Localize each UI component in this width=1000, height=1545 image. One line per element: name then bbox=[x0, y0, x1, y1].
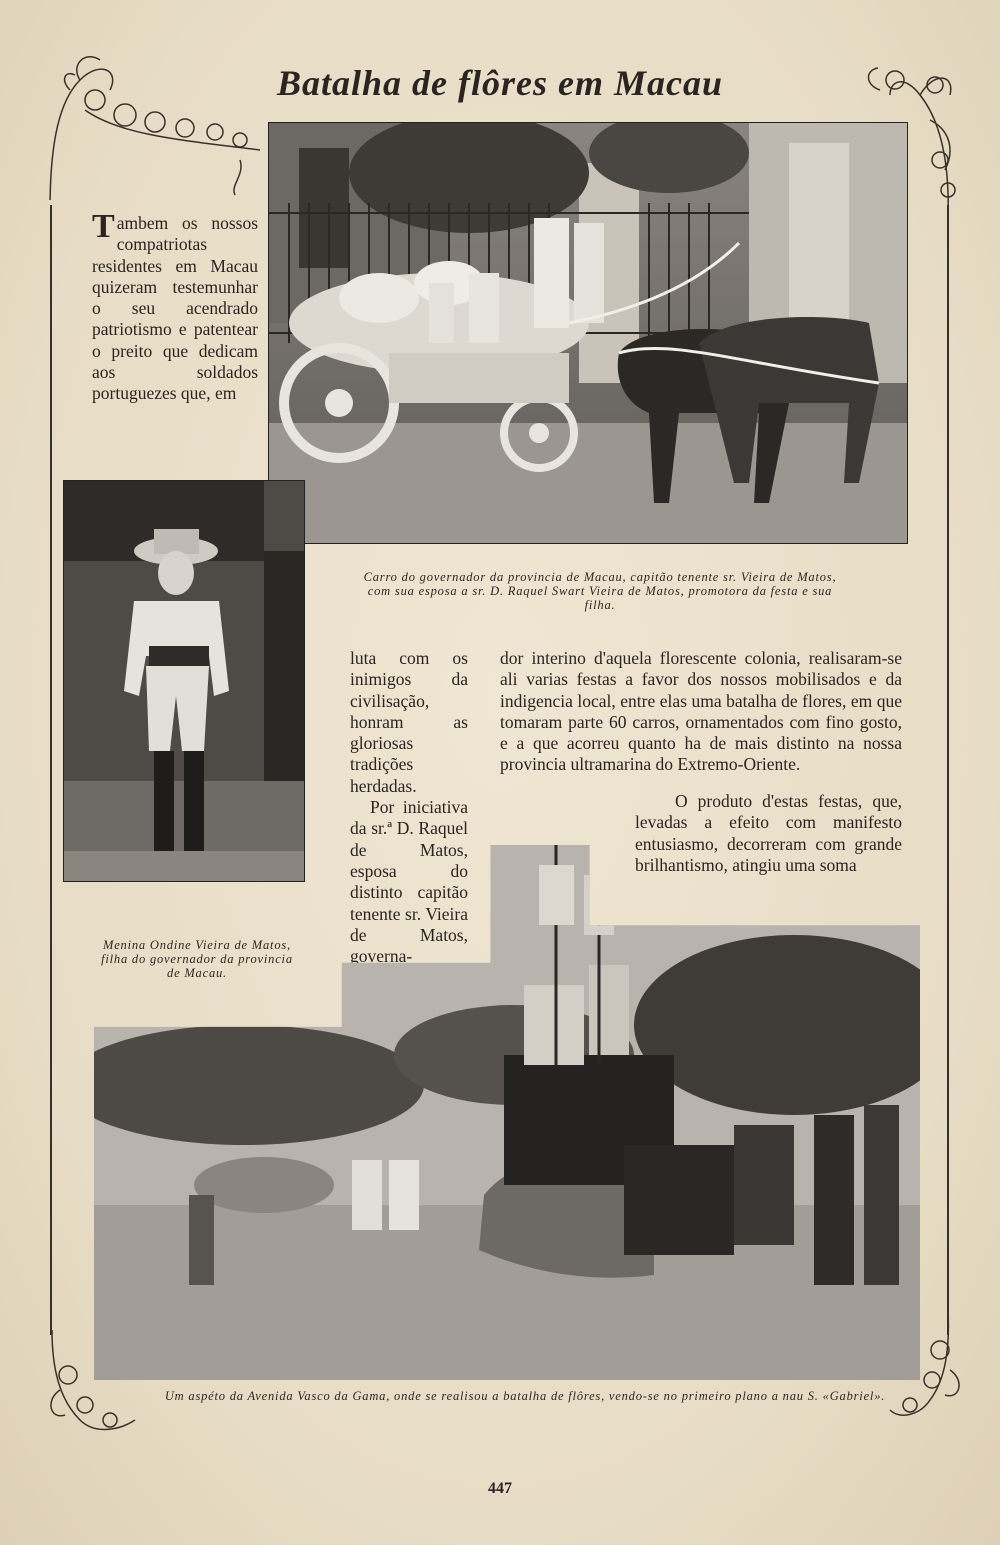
left-border-line bbox=[50, 205, 52, 1335]
intro-column bbox=[92, 208, 258, 405]
intro-text: ambem os nossos compatriotas residentes em Macau quizeram testemunhar o seu acendrado patriotismo e patentear o preito que dedicam aos soldados portuguezes que, em bbox=[92, 213, 258, 404]
right-paragraph-2: O produto d'estas festas, que, levadas a efeito com manifesto entusiasmo, decorreram com grande brilhantismo, atingiu uma soma bbox=[635, 791, 902, 875]
right-border-line bbox=[947, 205, 949, 1335]
avenue-photo bbox=[94, 845, 920, 1380]
page-number: 447 bbox=[488, 1480, 512, 1497]
carriage-caption: Carro do governador da provincia de Macau, capitão tenente sr. Vieira de Matos, com sua esposa a sr. D. Raquel Swart Vieira de Matos, promotora da festa e sua filha. bbox=[363, 570, 837, 612]
carriage-photo bbox=[268, 122, 908, 544]
page-title: Batalha de flôres em Macau bbox=[277, 63, 723, 103]
right-column bbox=[500, 648, 902, 776]
middle-column bbox=[350, 648, 468, 967]
right-paragraph-1: dor interino d'aquela florescente colonia, realisaram-se ali varias festas a favor dos nossos mobilisados e da indigencia local, entre elas uma batalha de flores, em que tomaram parte 60 carros, ornamentados com fino gosto, e a que acorreu quanto ha de mais distinto na nossa provincia ultramarina do Extremo-Oriente. bbox=[500, 648, 902, 775]
middle-paragraph-1: luta com os inimigos da civilisação, honram as gloriosas tradições herdadas. bbox=[350, 648, 468, 796]
middle-paragraph-2: Por iniciativa da sr.ª D. Raquel de Matos, esposa do distinto capitão tenente sr. Vieira de Matos, governa- bbox=[350, 797, 468, 967]
girl-photo bbox=[63, 480, 305, 882]
drop-cap: T bbox=[92, 208, 115, 245]
right-column-continuation bbox=[635, 791, 902, 876]
girl-caption: Menina Ondine Vieira de Matos, filha do governador da provincia de Macau. bbox=[101, 938, 293, 980]
avenue-caption: Um aspéto da Avenida Vasco da Gama, onde se realisou a batalha de flôres, vendo-se no primeiro plano a nau S. «Gabriel». bbox=[164, 1389, 886, 1403]
